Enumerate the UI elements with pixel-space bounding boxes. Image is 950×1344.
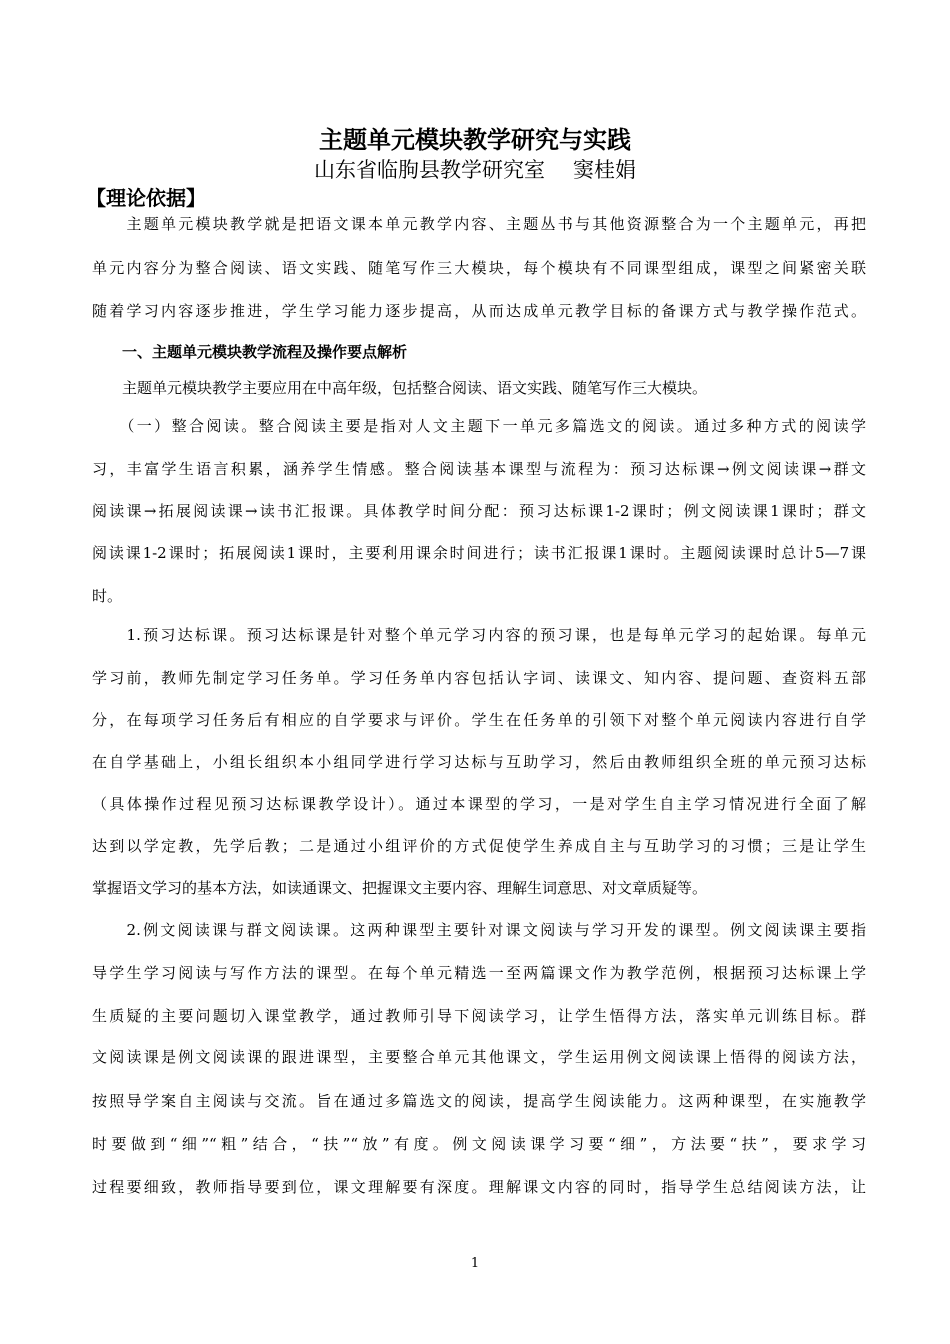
text-line: 单元内容分为整合阅读、语文实践、随笔写作三大模块，每个模块有不同课型组成，课型之间紧密关联 <box>92 260 866 277</box>
text-line: 过程要细致，教师指导要到位，课文理解要有深度。理解课文内容的同时，指导学生总结阅读方法，让 <box>92 1179 866 1196</box>
section-heading: 【理论依据】 <box>86 186 206 210</box>
text-line: 掌握语文学习的基本方法，如读通课文、把握课文主要内容、理解生词意思、对文章质疑等。 <box>92 880 708 897</box>
author-org: 山东省临朐县教学研究室 <box>314 158 545 182</box>
text-line: 文阅读课是例文阅读课的跟进课型，主要整合单元其他课文，学生运用例文阅读课上悟得的阅读方法， <box>92 1049 866 1066</box>
page-number: 1 <box>470 1256 480 1271</box>
text-line: 主题单元模块教学主要应用在中高年级，包括整合阅读、语文实践、随笔写作三大模块。 <box>92 380 708 397</box>
text-line: 生质疑的主要问题切入课堂教学，通过教师引导下阅读学习，让学生悟得方法，落实单元训练目标。群 <box>92 1008 866 1025</box>
text-line: 时。 <box>92 588 123 605</box>
text-line: 主题单元模块教学就是把语文课本单元教学内容、主题丛书与其他资源整合为一个主题单元，再把 <box>92 216 866 233</box>
text-line: 阅读课1-2课时；拓展阅读1课时，主要利用课余时间进行；读书汇报课1课时。主题阅读课时总计5—7课 <box>92 545 866 562</box>
text-line: 达到以学定教，先学后教；二是通过小组评价的方式促使学生养成自主与互助学习的习惯；三是让学生 <box>92 838 866 855</box>
text-line: 习，丰富学生语言积累，涵养学生情感。整合阅读基本课型与流程为：预习达标课→例文阅读课→群文 <box>92 461 866 478</box>
text-line: （一）整合阅读。整合阅读主要是指对人文主题下一单元多篇选文的阅读。通过多种方式的阅读学 <box>92 418 866 435</box>
text-line: 时要做到“细”“粗”结合，“扶”“放”有度。例文阅读课学习要“细”，方法要“扶”，要求学习 <box>92 1136 866 1153</box>
text-line: （具体操作过程见预习达标课教学设计）。通过本课型的学习，一是对学生自主学习情况进行全面了解 <box>92 796 866 813</box>
text-line: 在自学基础上，小组长组织本小组同学进行学习达标与互助学习，然后由教师组织全班的单元预习达标 <box>92 754 866 771</box>
author-line <box>0 156 950 184</box>
text-line: 阅读课→拓展阅读课→读书汇报课。具体教学时间分配：预习达标课1-2课时；例文阅读课1课时；群文 <box>92 503 866 520</box>
text-line: 随着学习内容逐步推进，学生学习能力逐步提高，从而达成单元教学目标的备课方式与教学操作范式。 <box>92 303 866 320</box>
text-line: 按照导学案自主阅读与交流。旨在通过多篇选文的阅读，提高学生阅读能力。这两种课型，在实施教学 <box>92 1093 866 1110</box>
text-line: 导学生学习阅读与写作方法的课型。在每个单元精选一至两篇课文作为教学范例，根据预习达标课上学 <box>92 965 866 982</box>
subheading-line: 一、主题单元模块教学流程及操作要点解析 <box>92 344 408 361</box>
text-line: 分，在每项学习任务后有相应的自学要求与评价。学生在任务单的引领下对整个单元阅读内容进行自学 <box>92 712 866 729</box>
text-line: 2.例文阅读课与群文阅读课。这两种课型主要针对课文阅读与学习开发的课型。例文阅读课主要指 <box>92 922 866 939</box>
text-line: 学习前，教师先制定学习任务单。学习任务单内容包括认字词、读课文、知内容、提问题、查资料五部 <box>92 670 866 687</box>
author-name: 窦桂娟 <box>573 158 636 182</box>
page-title: 主题单元模块教学研究与实践 <box>319 125 631 154</box>
text-line: 1.预习达标课。预习达标课是针对整个单元学习内容的预习课，也是每单元学习的起始课。每单元 <box>92 627 866 644</box>
